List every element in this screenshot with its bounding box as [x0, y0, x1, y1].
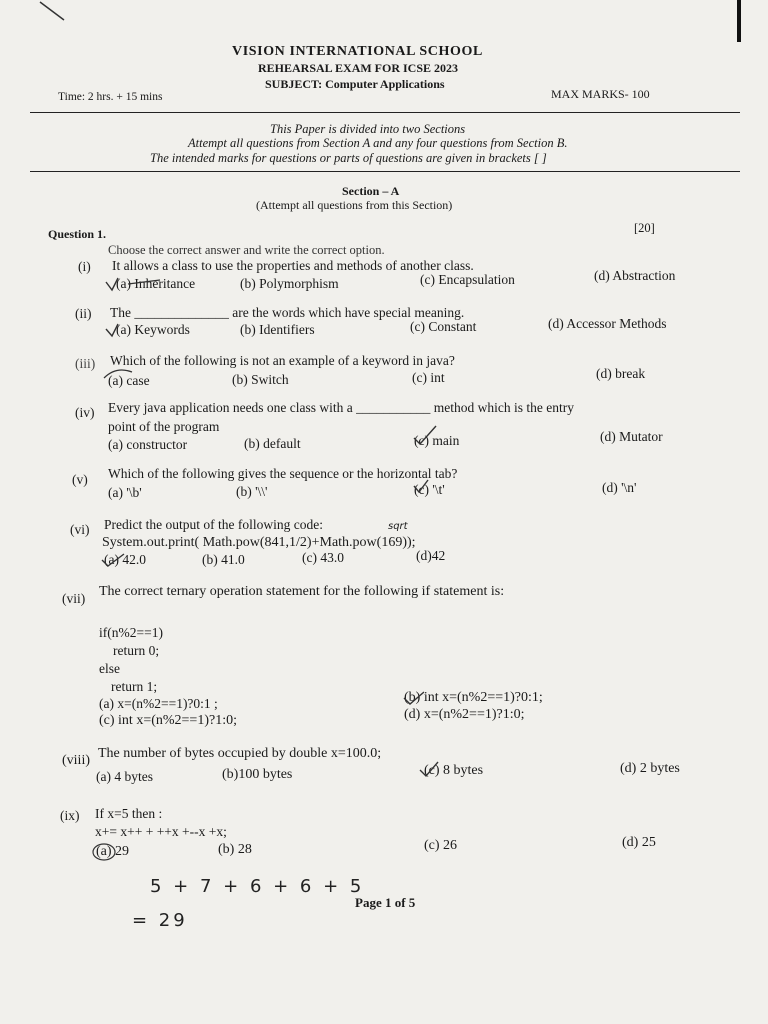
- instruction-line-3: The intended marks for questions or parts of questions are given in brackets [ ]: [150, 151, 547, 165]
- item-iii-option-d: (d) break: [596, 366, 646, 381]
- tick-mark-iv: [410, 424, 440, 446]
- item-v-option-c: (c) '\t': [414, 482, 445, 497]
- tick-mark-v: [412, 478, 432, 496]
- handwritten-working-line-1: 5 + 7 + 6 + 6 + 5: [150, 876, 365, 897]
- item-ix-code: x+= x++ + ++x +--x +x;: [95, 824, 227, 839]
- item-vi-option-a: (a) 42.0: [104, 552, 146, 567]
- item-vii-code-line-1: if(n%2==1): [99, 625, 163, 640]
- item-iii-option-b: (b) Switch: [232, 372, 289, 387]
- right-edge-shadow: [737, 0, 741, 42]
- subject-line: SUBJECT: Computer Applications: [265, 77, 445, 91]
- item-i-number: (i): [78, 259, 91, 274]
- item-i-option-a: (a) Inheritance: [116, 276, 196, 291]
- item-vii-option-a: (a) x=(n%2==1)?0:1 ;: [99, 696, 218, 711]
- max-marks: MAX MARKS- 100: [551, 87, 650, 101]
- item-iii-option-c: (c) int: [412, 370, 445, 385]
- item-vi-text: Predict the output of the following code:: [104, 517, 323, 532]
- item-viii-option-c: (c) 8 bytes: [424, 763, 484, 778]
- item-i-option-b: (b) Polymorphism: [240, 276, 339, 291]
- item-v-text: Which of the following gives the sequence or the horizontal tab?: [108, 466, 458, 481]
- item-vi-option-c: (c) 43.0: [302, 550, 344, 565]
- question-label: Question 1.: [48, 227, 107, 241]
- item-iii-text: Which of the following is not an example of a keyword in java?: [110, 353, 455, 368]
- item-vii-text: The correct ternary operation statement for the following if statement is:: [99, 584, 505, 599]
- tick-mark-vi: [100, 552, 130, 570]
- item-viii-option-b: (b)100 bytes: [222, 767, 293, 782]
- item-vi-handwritten-sqrt: sqrt: [388, 521, 408, 532]
- item-i-option-c: (c) Encapsulation: [420, 272, 515, 287]
- item-iv-option-d: (d) Mutator: [600, 429, 663, 444]
- time-allowed: Time: 2 hrs. + 15 mins: [58, 91, 163, 103]
- item-v-option-b: (b) '\\': [236, 484, 268, 499]
- item-v-option-a: (a) '\b': [108, 485, 142, 500]
- question-marks: [20]: [634, 221, 655, 235]
- item-iv-option-c: (c) main: [414, 433, 460, 448]
- item-iv-option-b: (b) default: [244, 436, 301, 451]
- item-ix-option-d: (d) 25: [622, 835, 656, 850]
- item-vii-code-line-3: else: [99, 661, 120, 676]
- item-viii-text: The number of bytes occupied by double x=100.0;: [98, 746, 382, 761]
- question-instruction: Choose the correct answer and write the correct option.: [108, 243, 385, 257]
- tick-mark-i: [104, 276, 164, 292]
- item-ii-text: The ______________ are the words which have special meaning.: [110, 305, 465, 320]
- item-iv-number: (iv): [75, 405, 95, 420]
- item-vi-option-b: (b) 41.0: [202, 552, 245, 567]
- item-iii-option-a: (a) case: [108, 373, 150, 388]
- instructions-rule: [30, 171, 740, 172]
- instruction-line-2: Attempt all questions from Section A and any four questions from Section B.: [188, 136, 568, 150]
- item-iv-text: Every java application needs one class with a ___________ method which is the entry: [108, 400, 575, 415]
- item-vii-code-line-2: return 0;: [113, 643, 160, 658]
- item-iii-number: (iii): [75, 356, 96, 371]
- item-vii-number: (vii): [62, 591, 86, 606]
- item-viii-number: (viii): [62, 753, 90, 768]
- tick-mark-vii: [402, 690, 428, 708]
- item-viii-option-a: (a) 4 bytes: [96, 769, 153, 784]
- item-ii-option-c: (c) Constant: [410, 319, 477, 334]
- item-vii-option-c: (c) int x=(n%2==1)?1:0;: [99, 713, 237, 728]
- instruction-line-1: This Paper is divided into two Sections: [270, 122, 466, 136]
- section-title: Section – A: [342, 184, 400, 198]
- handwritten-working-line-2: = 29: [132, 910, 188, 931]
- item-v-option-d: (d) '\n': [602, 480, 637, 495]
- item-ix-option-c: (c) 26: [424, 838, 458, 853]
- item-v-number: (v): [72, 472, 88, 487]
- page-number: Page 1 of 5: [355, 895, 416, 910]
- item-iv-text-continued: point of the program: [108, 419, 220, 434]
- item-vi-code: System.out.print( Math.pow(841,1/2)+Math.pow(169));: [102, 535, 416, 550]
- item-vi-option-d: (d)42: [416, 548, 446, 563]
- item-ix-number: (ix): [60, 808, 80, 823]
- header-rule: [30, 112, 740, 113]
- school-name: VISION INTERNATIONAL SCHOOL: [232, 44, 483, 59]
- corner-pen-stroke: [38, 0, 68, 24]
- tick-mark-iii: [102, 368, 136, 388]
- item-ii-option-d: (d) Accessor Methods: [548, 316, 667, 331]
- item-viii-option-d: (d) 2 bytes: [620, 761, 680, 776]
- item-iv-option-a: (a) constructor: [108, 437, 188, 452]
- item-vii-option-b: (b) int x=(n%2==1)?0:1;: [404, 690, 543, 705]
- item-ix-option-b: (b) 28: [218, 842, 252, 857]
- section-subtitle: (Attempt all questions from this Section): [256, 198, 453, 212]
- tick-mark-ii: [104, 322, 124, 338]
- item-vi-number: (vi): [70, 522, 90, 537]
- item-ii-number: (ii): [75, 306, 92, 321]
- item-i-option-d: (d) Abstraction: [594, 268, 676, 283]
- exam-title: REHEARSAL EXAM FOR ICSE 2023: [258, 61, 459, 75]
- tick-mark-ix: [92, 842, 118, 862]
- item-i-text: It allows a class to use the properties and methods of another class.: [112, 258, 474, 273]
- item-ix-text: If x=5 then :: [95, 806, 163, 821]
- item-vii-option-d: (d) x=(n%2==1)?1:0;: [404, 707, 525, 722]
- item-ii-option-b: (b) Identifiers: [240, 322, 315, 337]
- tick-mark-viii: [418, 760, 442, 780]
- item-ii-option-a: (a) Keywords: [116, 322, 190, 337]
- item-ix-option-a: (a) 29: [96, 844, 130, 859]
- item-vii-code-line-4: return 1;: [111, 679, 158, 694]
